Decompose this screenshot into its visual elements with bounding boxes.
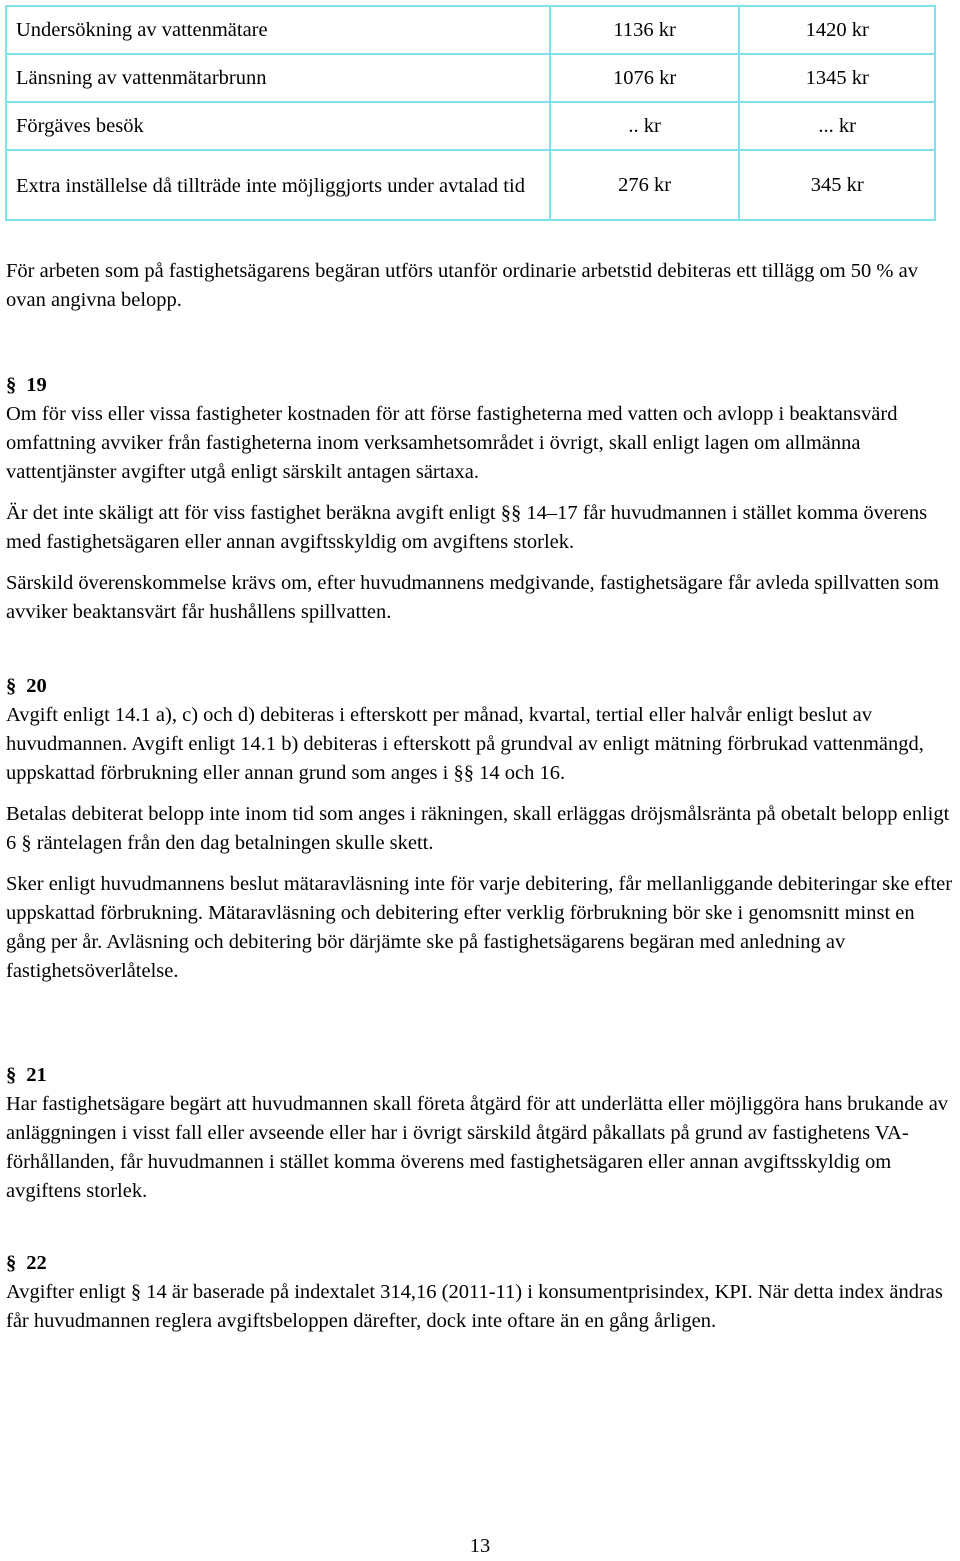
section-paragraph: Avgift enligt 14.1 a), c) och d) debiteras i efterskott per månad, kvartal, tertial eller halvår enligt beslut av huvudmannen. Avgift enligt 14.1 b) debiteras i efterskott på grundval av enligt mätning förbrukad vattenmängd, uppskattad förbrukning eller annan grund som anges i §§ 14 och 16. bbox=[6, 704, 924, 784]
section-22 bbox=[6, 1249, 956, 1348]
section-paragraph: Betalas debiterat belopp inte inom tid som anges i räkningen, skall erläggas dröjsmålsränta på obetalt belopp enligt 6 § räntelagen från den dag betalningen skulle skett. bbox=[6, 803, 950, 854]
paragraph-sign-icon: § bbox=[6, 1252, 17, 1274]
section-19 bbox=[6, 371, 956, 639]
section-number: 19 bbox=[26, 374, 47, 396]
paragraph-sign-icon: § bbox=[6, 675, 17, 697]
overtime-note: För arbeten som på fastighetsägarens begäran utförs utanför ordinarie arbetstid debiteras ett tillägg om 50 % av ovan angivna belopp. bbox=[6, 260, 918, 311]
section-paragraph: Sker enligt huvudmannens beslut mätaravläsning inte för varje debitering, får mellanliggande debiteringar ske efter uppskattad förbrukning. Mätaravläsning och debitering efter verklig förbrukning bör ske i genomsnitt minst en gång per år. Avläsning och debitering bör därjämte ske på fastighetsägarens begäran med anledning av fastighetsöverlåtelse. bbox=[6, 873, 953, 982]
table-row bbox=[6, 54, 935, 102]
paragraph-sign-icon: § bbox=[6, 1064, 17, 1086]
fee-price-incl: 1420 kr bbox=[739, 6, 935, 54]
section-paragraph: Om för viss eller vissa fastigheter kostnaden för att förse fastigheterna med vatten och avlopp i beaktansvärd omfattning avviker från fastigheterna inom verksamhetsområdet i övrigt, skall enligt lagen om allmänna vattentjänster avgifter utgå enligt särskilt antagen särtaxa. bbox=[6, 403, 898, 483]
fee-price-incl: ... kr bbox=[739, 102, 935, 150]
fee-table bbox=[5, 5, 936, 221]
section-paragraph: Särskild överenskommelse krävs om, efter huvudmannens medgivande, fastighetsägare får avleda spillvatten som avviker beaktansvärt får hushållens spillvatten. bbox=[6, 572, 940, 623]
fee-price-incl: 345 kr bbox=[739, 150, 935, 220]
section-heading bbox=[6, 672, 956, 701]
section-20 bbox=[6, 672, 956, 998]
fee-description: Undersökning av vattenmätare bbox=[6, 6, 550, 54]
fee-price-excl: 1136 kr bbox=[550, 6, 740, 54]
paragraph-sign-icon: § bbox=[6, 374, 17, 396]
table-row bbox=[6, 102, 935, 150]
fee-description: Förgäves besök bbox=[6, 102, 550, 150]
section-heading bbox=[6, 1061, 956, 1090]
fee-description: Extra inställelse då tillträde inte möjliggjorts under avtalad tid bbox=[6, 150, 550, 220]
fee-price-excl: 1076 kr bbox=[550, 54, 740, 102]
section-number: 21 bbox=[26, 1064, 47, 1086]
fee-price-excl: .. kr bbox=[550, 102, 740, 150]
page-number: 13 bbox=[469, 1535, 491, 1557]
fee-price-incl: 1345 kr bbox=[739, 54, 935, 102]
section-heading bbox=[6, 371, 956, 400]
fee-price-excl: 276 kr bbox=[550, 150, 740, 220]
section-paragraph: Har fastighetsägare begärt att huvudmannen skall företa åtgärd för att underlätta eller möjliggöra hans brukande av anläggningen i visst fall eller avseende eller har i övrigt särskild åtgärd påkallats på grund av fastighetens VA-förhållanden, får huvudmannen i stället komma överens med fastighetsägaren eller annan avgiftsskyldig om avgiftens storlek. bbox=[6, 1093, 949, 1202]
fee-description: Länsning av vattenmätarbrunn bbox=[6, 54, 550, 102]
section-heading bbox=[6, 1249, 956, 1278]
table-row bbox=[6, 6, 935, 54]
table-row bbox=[6, 150, 935, 220]
section-paragraph: Avgifter enligt § 14 är baserade på indextalet 314,16 (2011-11) i konsumentprisindex, KPI. När detta index ändras får huvudmannen reglera avgiftsbeloppen därefter, dock inte oftare än en gång årligen. bbox=[6, 1281, 943, 1332]
section-21 bbox=[6, 1061, 956, 1218]
section-number: 20 bbox=[26, 675, 47, 697]
section-paragraph: Är det inte skäligt att för viss fastighet beräkna avgift enligt §§ 14–17 får huvudmannen i stället komma överens med fastighetsägaren eller annan avgiftsskyldig om avgiftens storlek. bbox=[6, 502, 928, 553]
section-number: 22 bbox=[26, 1252, 47, 1274]
